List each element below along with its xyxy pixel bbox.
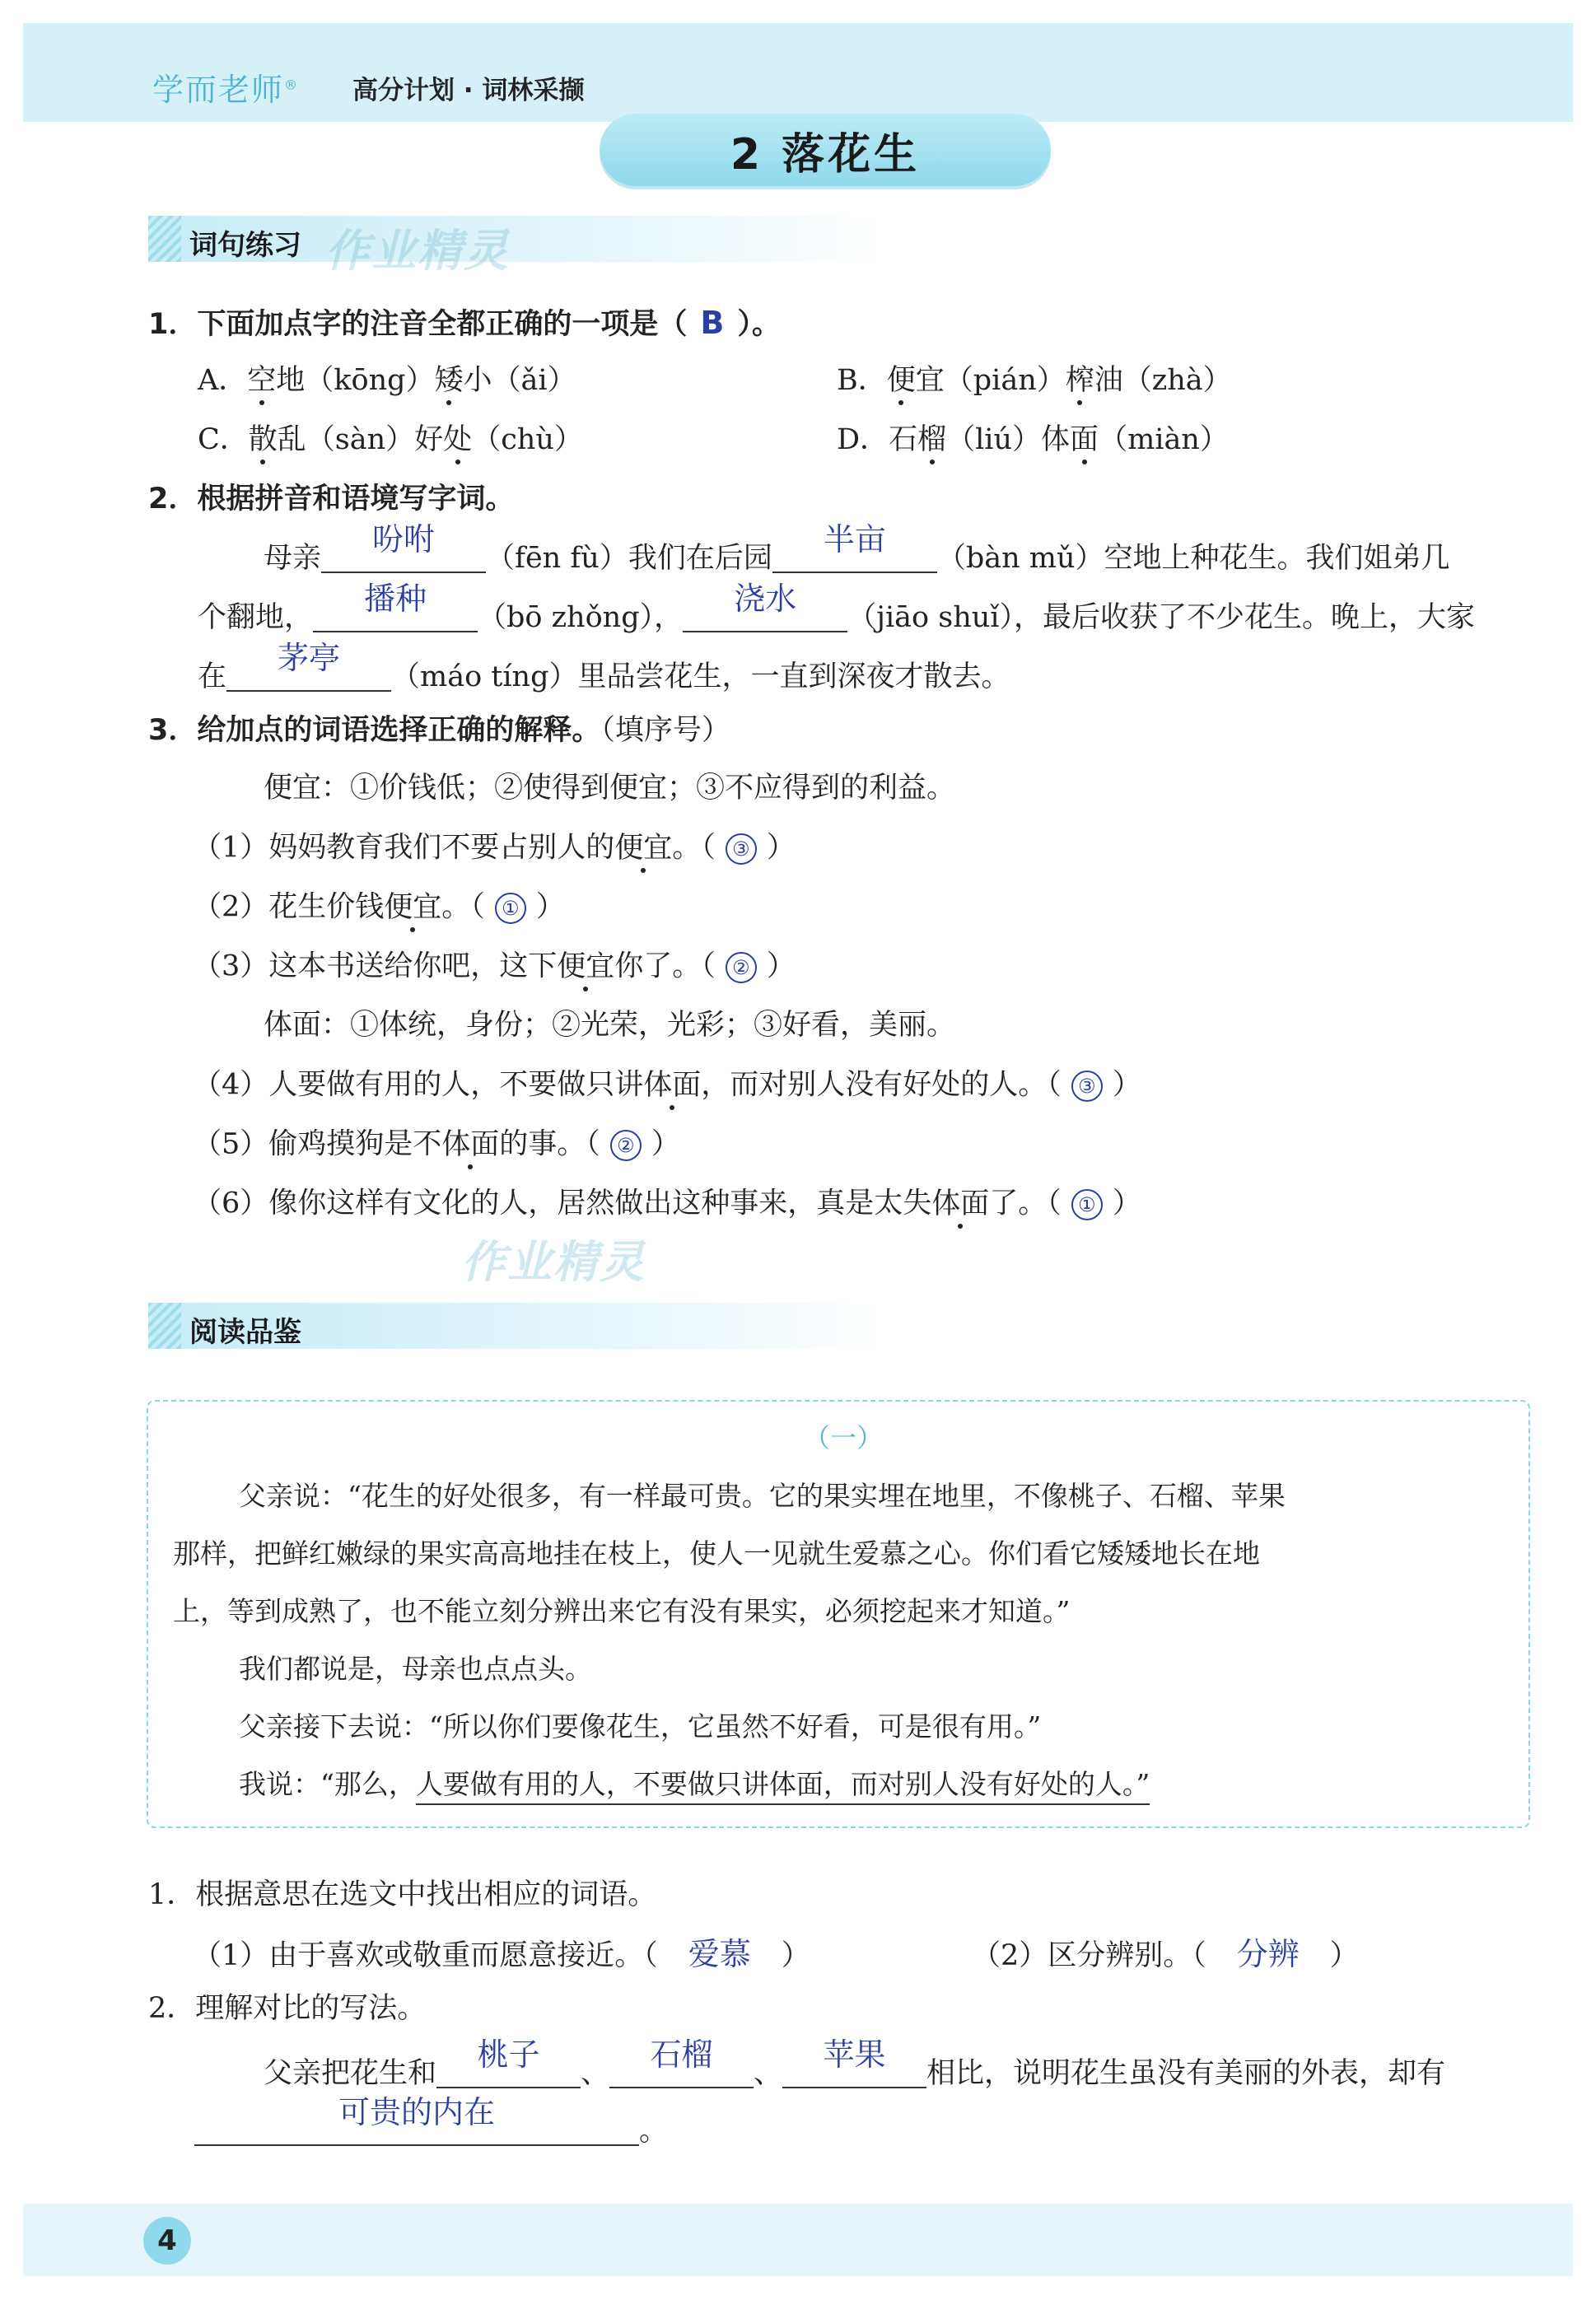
watermark: 作业精灵 — [461, 1236, 646, 1288]
option-text: 石 — [889, 423, 918, 456]
option-text: 地（kōng） — [276, 364, 435, 397]
answer: 桃子 — [477, 2036, 540, 2073]
definition-pianyi: 便宜：①价钱低；②使得到便宜；③不应得到的利益。 — [264, 772, 956, 805]
reading-question-1: 1．根据意思在选文中找出相应的词语。 — [148, 1878, 657, 1911]
text: ） — [766, 949, 796, 983]
passage-heading: （一） — [804, 1422, 884, 1453]
passage-paragraph: 我们都说是，母亲也点点头。 — [239, 1653, 592, 1685]
text: （bàn mǔ）空地上种花生。我们姐弟几 — [936, 542, 1450, 575]
text: （2）花生价钱 — [193, 890, 385, 924]
answer: 分辨 — [1236, 1936, 1300, 1972]
dotted-char: 矮 — [434, 364, 464, 397]
question-3 — [148, 716, 730, 745]
passage-paragraph: 父亲说：“花生的好处很多，有一样最可贵。它的果实埋在地里，不像桃子、石榴、苹果 — [239, 1480, 1286, 1512]
lesson-title: 2 落花生 — [600, 114, 1051, 186]
text: （jiāo shuǐ），最后收获了不少花生。晚上，大家 — [847, 601, 1475, 634]
option-d — [837, 423, 1229, 456]
dotted-char: 空 — [247, 364, 277, 397]
answer-blank — [772, 521, 937, 573]
answer: 半亩 — [823, 521, 886, 558]
text: 我说：“那么， — [239, 1768, 416, 1800]
text: ） — [651, 1127, 680, 1161]
answer-blank — [321, 521, 486, 573]
footer-band — [23, 2204, 1573, 2276]
text: （1）妈妈教育我们不要占别人的 — [193, 831, 615, 865]
option-text: 油（zhà） — [1094, 364, 1232, 397]
section-stripe — [148, 1303, 181, 1349]
dotted-char: 处 — [443, 423, 473, 456]
passage-paragraph: 父亲接下去说：“所以你们要像花生，它虽然不好看，可是很有用。” — [239, 1710, 1042, 1742]
option-text: 乱（sàn） — [277, 423, 415, 456]
section-header-reading — [148, 1303, 889, 1349]
question-stem: 1．下面加点字的注音全都正确的一项是（ — [148, 308, 688, 341]
text: 相比，说明花生虽没有美丽的外表，却有 — [926, 2057, 1446, 2090]
reading-question-2: 2．理解对比的写法。 — [148, 1992, 427, 2025]
dotted-word: 便宜 — [614, 831, 673, 865]
text: ） — [535, 890, 565, 924]
text: （máo tíng）里品尝花生，一直到深夜才散去。 — [391, 660, 1010, 693]
underlined-sentence: 人要做有用的人，不要做只讲体面，而对别人没有好处的人。” — [416, 1768, 1150, 1805]
text: 在 — [198, 660, 227, 693]
section-stripe — [148, 216, 181, 262]
option-letter: D． — [837, 423, 889, 456]
text: （1）由于喜欢或敬重而愿意接近。（ — [193, 1939, 658, 1972]
series-title: 高分计划 · 词林采撷 — [352, 76, 585, 105]
answer-blank — [782, 2036, 926, 2088]
option-text: 体 — [1041, 423, 1071, 456]
dotted-char: 面 — [1070, 423, 1099, 456]
text: 的事。（ — [499, 1127, 600, 1161]
text: 你了。（ — [614, 949, 716, 983]
text: 。 — [639, 2115, 669, 2148]
option-letter: B． — [837, 364, 887, 397]
dotted-char: 榴 — [917, 423, 947, 456]
passage-paragraph: 那样，把鲜红嫩绿的果实高高地挂在枝上，使人一见就生爱慕之心。你们看它矮矮地长在地 — [173, 1537, 1260, 1570]
answer: 吩咐 — [372, 521, 436, 558]
q3-item-2 — [193, 890, 565, 924]
text: （bō zhǒng）， — [478, 601, 684, 634]
q2-line-1 — [264, 521, 1450, 575]
text: （2）区分辨别。（ — [972, 1939, 1206, 1972]
page-number: 4 — [143, 2217, 191, 2265]
option-text: 小（ǎi） — [463, 364, 576, 397]
brand-logo: 学而老师® — [152, 72, 300, 108]
text: （5）偷鸡摸狗是不 — [193, 1127, 442, 1161]
answer: 茅亭 — [278, 640, 341, 676]
option-a — [198, 366, 576, 395]
answer: 苹果 — [823, 2036, 886, 2073]
dotted-word: 体面 — [643, 1068, 702, 1102]
dotted-word: 便宜 — [557, 949, 615, 983]
passage-paragraph — [239, 1770, 1150, 1798]
text: ） — [1112, 1068, 1141, 1102]
question-stem: 3．给加点的词语选择正确的解释。 — [148, 714, 601, 747]
q3-item-1 — [193, 833, 796, 865]
text: （fēn fù）我们在后园 — [486, 542, 772, 575]
answer-blank — [683, 581, 847, 632]
answer: 浇水 — [734, 581, 797, 617]
answer-blank — [194, 2094, 639, 2146]
answer: 石榴 — [650, 2036, 713, 2073]
q2-line-2 — [198, 581, 1475, 634]
answer-blank — [226, 640, 391, 692]
option-text: 宜（pián） — [915, 364, 1066, 397]
section-title: 阅读品鉴 — [189, 1316, 301, 1349]
text: 父亲把花生和 — [264, 2057, 437, 2090]
text: 。（ — [441, 890, 485, 924]
text: 、 — [754, 2057, 783, 2090]
dotted-char: 散 — [248, 423, 278, 456]
answer: ② — [610, 1130, 642, 1161]
answer: 播种 — [364, 581, 427, 617]
reading-q1-item-2 — [972, 1938, 1359, 1971]
dotted-char: 便 — [886, 364, 916, 397]
answer-blank — [609, 2036, 754, 2088]
option-text: （miàn） — [1099, 423, 1229, 456]
answer-blank — [313, 581, 478, 632]
option-text: （liú） — [946, 423, 1042, 456]
option-letter: A． — [198, 364, 248, 397]
text: （4）人要做有用的人，不要做只讲 — [193, 1068, 644, 1102]
text: 个翻地， — [198, 601, 314, 634]
q3-item-3 — [193, 949, 796, 983]
q2-line-3 — [198, 640, 1010, 693]
dotted-word: 体面 — [441, 1127, 500, 1161]
passage-paragraph: 上，等到成熟了，也不能立刻分辨出来它有没有果实，必须挖起来才知道。” — [173, 1595, 1071, 1627]
answer: 可贵的内在 — [338, 2094, 495, 2130]
text: 了。（ — [989, 1187, 1062, 1220]
option-c — [198, 423, 583, 456]
text: ） — [1112, 1187, 1141, 1220]
text: ） — [1329, 1939, 1359, 1972]
option-text: 好 — [414, 423, 444, 456]
dotted-word: 体面 — [931, 1187, 990, 1220]
text: 、 — [581, 2057, 610, 2090]
question-stem-end: ）。 — [737, 308, 781, 341]
text: ） — [766, 831, 796, 865]
section-header-exercises — [148, 216, 889, 262]
text: 。（ — [672, 831, 716, 865]
watermark: 作业精灵 — [325, 225, 510, 277]
answer: ② — [726, 952, 757, 983]
reading-q1-item-1 — [193, 1938, 810, 1971]
q3-item-6 — [193, 1189, 1141, 1220]
answer: ① — [495, 893, 526, 924]
option-text: （chù） — [472, 423, 583, 456]
option-b — [837, 366, 1232, 395]
dotted-char: 榨 — [1065, 364, 1094, 397]
answer: ① — [1071, 1189, 1103, 1220]
reading-q2-line-2 — [194, 2094, 669, 2148]
answer-blank — [436, 2036, 581, 2088]
text: ） — [781, 1939, 810, 1972]
definition-timian: 体面：①体统，身份；②光荣，光彩；③好看，美丽。 — [264, 1009, 956, 1042]
option-letter: C． — [198, 423, 249, 456]
answer: B — [700, 305, 725, 341]
q3-item-5 — [193, 1127, 680, 1161]
dotted-word: 便宜 — [384, 890, 442, 924]
question-note: （填序号） — [600, 714, 730, 747]
answer: ③ — [1071, 1071, 1103, 1102]
section-title: 词句练习 — [189, 229, 301, 262]
question-2: 2．根据拼音和语境写字词。 — [148, 483, 515, 516]
text: （6）像你这样有文化的人，居然做出这种事来，真是太失 — [193, 1187, 932, 1220]
q3-item-4 — [193, 1068, 1141, 1102]
answer: 爱慕 — [688, 1936, 751, 1972]
question-1 — [148, 307, 781, 339]
text: （3）这本书送给你吧，这下 — [193, 949, 558, 983]
text: ，而对别人没有好处的人。（ — [701, 1068, 1062, 1102]
answer: ③ — [726, 833, 757, 865]
reading-q2-line-1 — [264, 2036, 1446, 2090]
text: 母亲 — [264, 542, 322, 575]
